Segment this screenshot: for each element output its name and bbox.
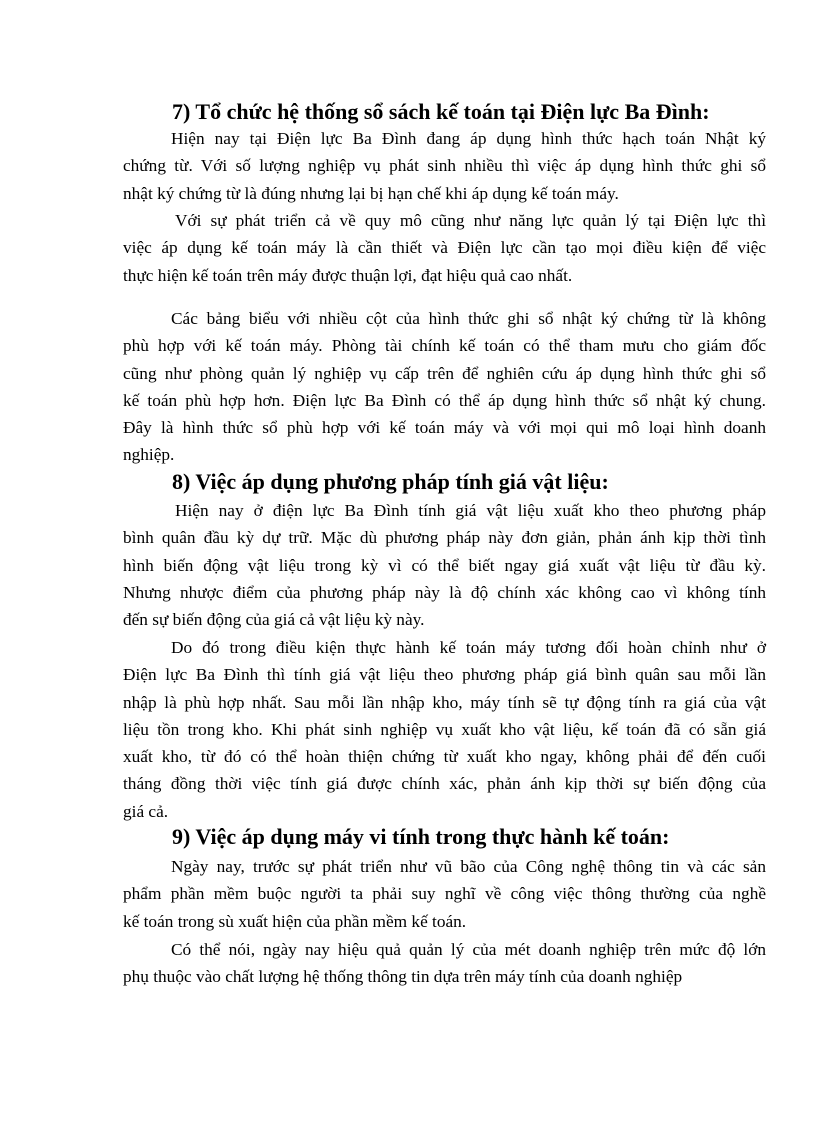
text-line: cũng như phòng quản lý nghiệp vụ cấp trên để nghiên cứu áp dụng hình thức ghi sổ (123, 363, 766, 383)
text-line: việc áp dụng kế toán máy là cần thiết và Điện lực cần tạo mọi điều kiện để việc (123, 238, 766, 258)
text-line: thực hiện kế toán trên máy được thuận lợi, đạt hiệu quả cao nhất. (123, 265, 573, 285)
section-7-heading: 7) Tổ chức hệ thống sổ sách kế toán tại Điện lực Ba Đình: (172, 99, 710, 124)
section-8-heading: 8) Việc áp dụng phương pháp tính giá vật liệu: (172, 469, 609, 494)
text-line: Hiện nay tại Điện lực Ba Đình đang áp dụng hình thức hạch toán Nhật ký (171, 129, 766, 148)
text-line: giá cả. (123, 801, 169, 821)
text-line: đến sự biến động của giá cả vật liệu kỳ này. (123, 610, 425, 630)
text-line: Hiện nay ở điện lực Ba Đình tính giá vật liệu xuất kho theo phương pháp (175, 501, 766, 520)
text-line: Ngày nay, trước sự phát triển như vũ bão của Công nghệ thông tin và các sản (171, 857, 766, 876)
text-line: hình biến động vật liệu trong kỳ vì có thể biết ngay giá xuất vật liệu từ đầu kỳ. (123, 555, 766, 575)
section-7-paragraph-3 (123, 305, 766, 469)
text-line: Với sự phát triển cả về quy mô cũng như năng lực quản lý tại Điện lực thì (175, 211, 766, 230)
section-9-paragraph-2 (123, 936, 766, 991)
text-line: Các bảng biểu với nhiều cột của hình thức ghi sổ nhật ký chứng từ là không (171, 309, 766, 328)
text-line: tháng đồng thời việc tính giá được chính xác, phản ánh kịp thời sự biến động của (123, 774, 766, 794)
text-line: Nhưng nhược điểm của phương pháp này là độ chính xác không cao vì không tính (123, 582, 766, 602)
text-line: Đây là hình thức sổ phù hợp với kế toán máy và với mọi qui mô loại hình doanh (123, 418, 766, 438)
text-line: kế toán phù hợp hơn. Điện lực Ba Đình có thể áp dụng hình thức sổ nhật ký chung. (123, 390, 766, 410)
text-line: bình quân đầu kỳ dự trữ. Mặc dù phương pháp này đơn giản, phản ánh kịp thời tình (123, 528, 766, 548)
text-line: phù hợp với kế toán máy. Phòng tài chính kế toán có thể tham mưu cho giám đốc (123, 336, 766, 356)
text-line: chứng từ. Với số lượng nghiệp vụ phát sinh nhiều thì việc áp dụng hình thức ghi sổ (123, 156, 766, 176)
text-line: nhập là phù hợp nhất. Sau mỗi lần nhập kho, máy tính sẽ tự động tính ra giá của vật (123, 692, 766, 712)
section-9-heading: 9) Việc áp dụng máy vi tính trong thực hành kế toán: (172, 824, 670, 849)
text-line: liệu tồn trong kho. Khi phát sinh nghiệp vụ xuất kho vật liệu, kế toán đã có sẵn giá (123, 719, 766, 739)
section-8-paragraph-2 (123, 634, 766, 825)
section-9-paragraph-1 (123, 853, 766, 935)
text-line: xuất kho, từ đó có thể hoàn thiện chứng từ xuất kho ngay, không phải để đến cuối (123, 747, 766, 767)
text-line: Điện lực Ba Đình thì tính giá vật liệu theo phương pháp giá bình quân sau mỗi lần (123, 665, 766, 685)
text-line: kế toán trong sù xuất hiện của phần mềm kế toán. (123, 911, 467, 931)
text-line: Có thể nói, ngày nay hiệu quả quản lý của mét doanh nghiệp trên mức độ lớn (171, 940, 766, 959)
text-line: nhật ký chứng từ là đúng nhưng lại bị hạn chế khi áp dụng kế toán máy. (123, 183, 619, 203)
section-7-paragraph-2 (123, 207, 766, 289)
text-line: Do đó trong điều kiện thực hành kế toán máy tương đối hoàn chỉnh như ở (171, 638, 766, 657)
section-8-paragraph-1 (123, 497, 766, 633)
text-line: nghiệp. (123, 445, 175, 465)
text-line: phụ thuộc vào chất lượng hệ thống thông tin dựa trên máy tính của doanh nghiệp (123, 967, 683, 987)
text-line: phẩm phần mềm buộc người ta phải suy nghĩ về công việc thông thường của nghề (123, 884, 766, 904)
section-7-paragraph-1 (123, 125, 766, 207)
